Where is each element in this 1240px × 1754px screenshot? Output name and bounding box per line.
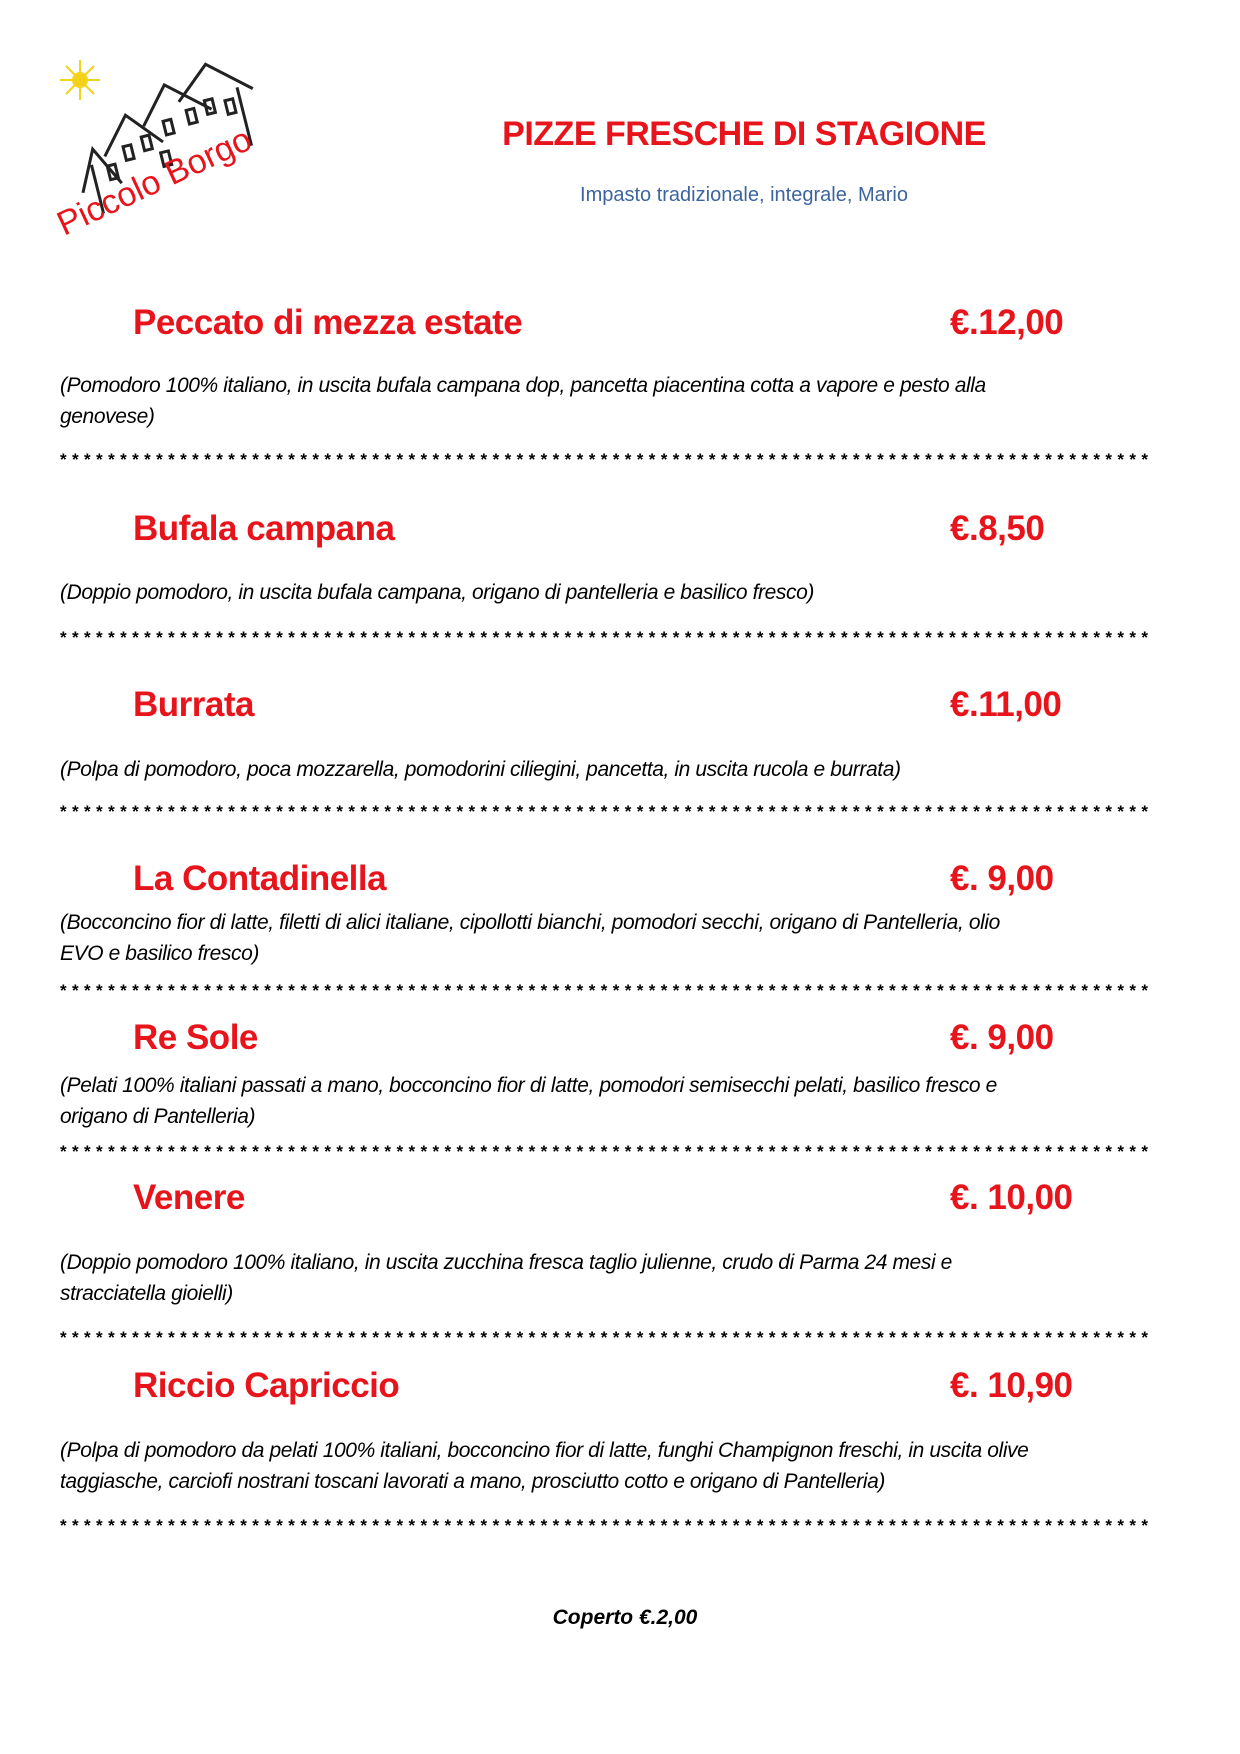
item-price: €.8,50 xyxy=(950,509,1045,548)
item-description: (Bocconcino fior di latte, filetti di alici italiane, cipollotti bianchi, pomodori secchi, origano di Pantelleria, olio xyxy=(60,911,1000,934)
item-name: Peccato di mezza estate xyxy=(133,303,523,342)
page-subtitle: Impasto tradizionale, integrale, Mario xyxy=(580,184,908,206)
separator: ******************************************************************************************* xyxy=(60,981,1154,1000)
logo-text: Piccolo Borgo xyxy=(51,120,258,243)
item-description: (Pomodoro 100% italiano, in uscita bufala campana dop, pancetta piacentina cotta a vapore e pesto alla xyxy=(60,374,986,397)
cover-charge: Coperto €.2,00 xyxy=(552,1606,698,1629)
item-description: (Polpa di pomodoro da pelati 100% italiani, bocconcino fior di latte, funghi Champignon freschi, in uscita olive xyxy=(60,1439,1029,1462)
separator: ******************************************************************************************* xyxy=(60,628,1154,647)
item-description: (Doppio pomodoro 100% italiano, in uscita zucchina fresca taglio julienne, crudo di Parma 24 mesi e xyxy=(60,1251,952,1274)
separator: ******************************************************************************************* xyxy=(60,802,1154,821)
item-price: €. 9,00 xyxy=(950,859,1054,898)
item-name: Venere xyxy=(133,1178,245,1217)
sun-icon xyxy=(60,60,100,100)
item-description: origano di Pantelleria) xyxy=(60,1105,256,1128)
item-price: €.11,00 xyxy=(950,685,1062,724)
item-description: taggiasche, carciofi nostrani toscani lavorati a mano, prosciutto cotto e origano di Pantelleria) xyxy=(60,1470,885,1493)
item-name: Riccio Capriccio xyxy=(133,1366,400,1405)
item-name: Bufala campana xyxy=(133,509,395,548)
item-price: €. 10,90 xyxy=(950,1366,1073,1405)
item-price: €.12,00 xyxy=(950,303,1064,342)
item-description: (Doppio pomodoro, in uscita bufala campana, origano di pantelleria e basilico fresco) xyxy=(60,581,814,604)
item-description: stracciatella gioielli) xyxy=(60,1282,233,1305)
item-description: EVO e basilico fresco) xyxy=(60,942,259,965)
item-price: €. 9,00 xyxy=(950,1018,1054,1057)
separator: ******************************************************************************************* xyxy=(60,1516,1154,1535)
item-name: Re Sole xyxy=(133,1018,258,1057)
item-name: La Contadinella xyxy=(133,859,387,898)
separator: ******************************************************************************************* xyxy=(60,1142,1154,1161)
separator: ******************************************************************************************* xyxy=(60,1328,1154,1347)
separator: ******************************************************************************************* xyxy=(60,450,1154,469)
page-title: PIZZE FRESCHE DI STAGIONE xyxy=(502,115,986,153)
item-description: genovese) xyxy=(60,405,155,428)
item-description: (Polpa di pomodoro, poca mozzarella, pomodorini ciliegini, pancetta, in uscita rucola e burrata) xyxy=(60,758,901,781)
item-name: Burrata xyxy=(133,685,254,724)
item-price: €. 10,00 xyxy=(950,1178,1073,1217)
item-description: (Pelati 100% italiani passati a mano, bocconcino fior di latte, pomodori semisecchi pelati, basilico fresco e xyxy=(60,1074,997,1097)
